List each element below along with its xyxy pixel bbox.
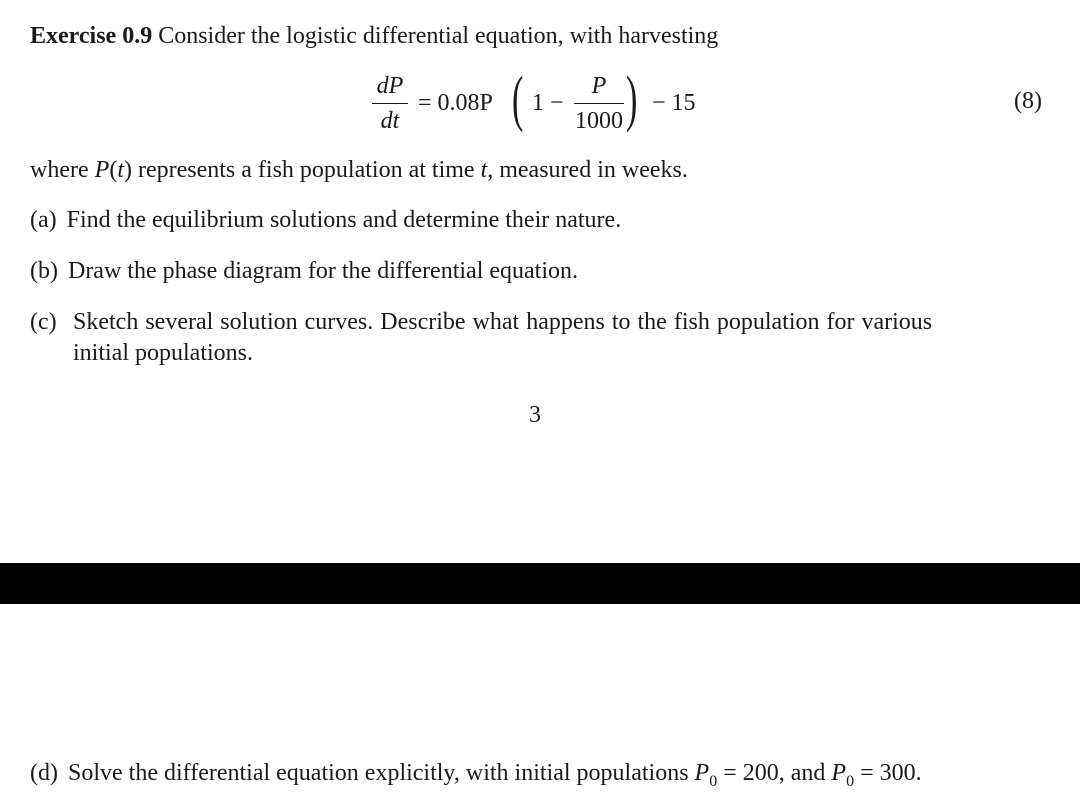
inner-fraction-bar [574, 103, 624, 104]
equals-coefficient: = 0.08P [418, 90, 493, 116]
inner-denominator: 1000 [575, 108, 623, 134]
inner-numerator: P [591, 73, 607, 99]
where-prefix: where [30, 157, 95, 183]
part-d-sub-a: 0 [709, 772, 718, 790]
part-d-eq-a: = 200, and [717, 760, 832, 786]
lhs-numerator: dP [376, 73, 404, 99]
where-suffix: , measured in weeks. [487, 157, 688, 183]
part-d-sub-b: 0 [846, 772, 855, 790]
part-c-label: (c) [30, 309, 57, 335]
part-b-label: (b) [30, 258, 58, 284]
lhs-denominator: dt [380, 108, 400, 134]
where-arg-open: ( [109, 157, 118, 183]
inner-fraction [574, 72, 624, 135]
where-arg-close: ) [123, 157, 132, 183]
part-b-text: Draw the phase diagram for the differential equation. [67, 258, 579, 284]
equation-tail: − 15 [652, 90, 696, 116]
left-paren: ( [512, 65, 524, 133]
part-d-p0b: P [831, 760, 847, 786]
where-var: t [480, 157, 488, 183]
part-c-line1: Sketch several solution curves. Describe what happens to the fish population for various [73, 309, 933, 335]
part-a-text: Find the equilibrium solutions and determine their nature. [66, 207, 622, 233]
lhs-fraction-bar [372, 103, 408, 104]
exercise-label: Exercise 0.9 [30, 23, 153, 49]
where-func: P [94, 157, 110, 183]
equation-number: (8) [1014, 88, 1042, 114]
part-b [30, 256, 578, 286]
page-number: 3 [529, 402, 541, 428]
exercise-intro: Consider the logistic differential equation, with harvesting [158, 23, 719, 49]
lhs-fraction [372, 72, 408, 135]
inner-one-minus: 1 − [532, 90, 564, 116]
part-d-label: (d) [30, 760, 58, 786]
part-c-line2: initial populations. [73, 340, 253, 366]
black-divider-band [0, 563, 1080, 604]
part-a [30, 205, 621, 235]
part-d [30, 758, 922, 797]
part-a-label: (a) [30, 207, 57, 233]
where-line [30, 155, 688, 185]
logistic-equation [0, 62, 1080, 142]
exercise-heading [30, 21, 718, 51]
right-paren: ) [626, 65, 638, 133]
part-d-p0a: P [694, 760, 710, 786]
part-d-eq-b: = 300. [854, 760, 922, 786]
part-d-text: Solve the differential equation explicitly, with initial populations [67, 760, 695, 786]
where-arg: t [117, 157, 124, 183]
where-middle: represents a fish population at time [131, 157, 481, 183]
